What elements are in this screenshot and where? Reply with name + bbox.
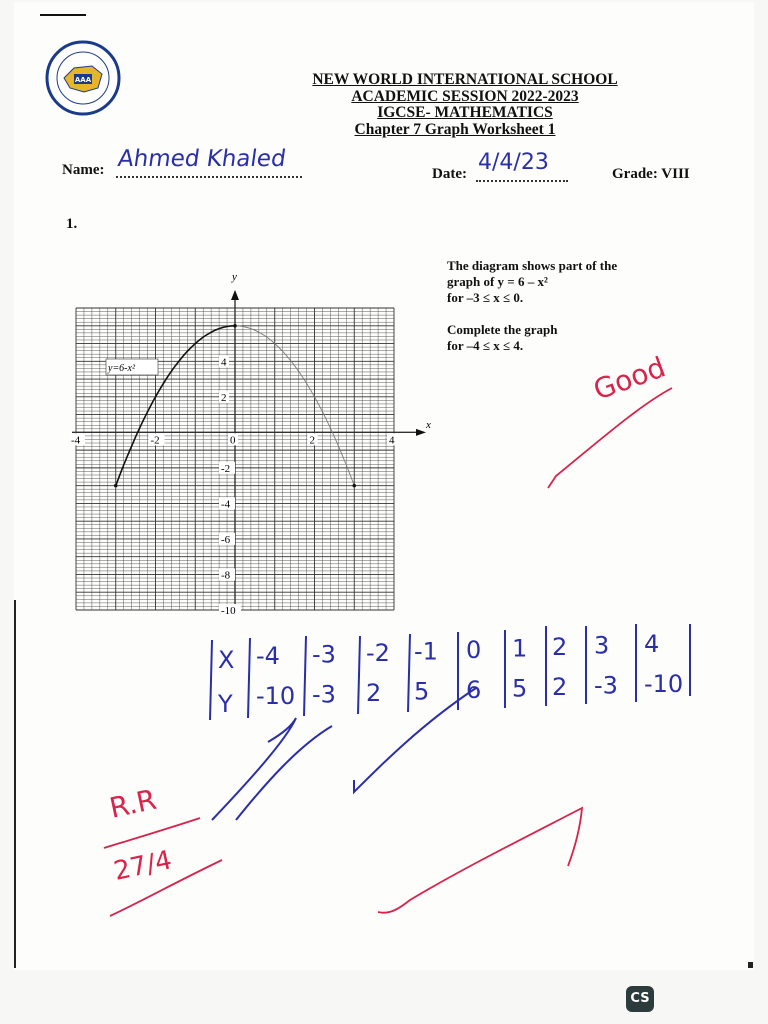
table-y-value: -3 bbox=[312, 680, 336, 709]
question-line-3: for –3 ≤ x ≤ 0. bbox=[447, 290, 524, 305]
camscanner-badge: CS bbox=[626, 986, 654, 1012]
plotted-point bbox=[114, 484, 118, 488]
svg-text:AAA: AAA bbox=[74, 76, 92, 84]
table-y-value: 5 bbox=[512, 674, 528, 703]
worksheet-header bbox=[290, 72, 640, 138]
school-logo bbox=[34, 40, 132, 116]
table-x-value: 3 bbox=[594, 631, 610, 660]
subject-title: IGCSE- MATHEMATICS bbox=[377, 104, 553, 121]
name-label: Name: bbox=[62, 162, 105, 178]
question-line-1: The diagram shows part of the bbox=[447, 258, 618, 273]
y-tick-label: 2 bbox=[221, 391, 227, 404]
question-line-5: for –4 ≤ x ≤ 4. bbox=[447, 338, 524, 353]
table-x-value: 1 bbox=[512, 634, 528, 663]
corner-mark bbox=[40, 14, 86, 16]
table-x-value: -1 bbox=[414, 637, 438, 666]
x-tick-label: 2 bbox=[309, 434, 315, 447]
table-x-label: X bbox=[218, 646, 235, 674]
bottom-right-mark bbox=[748, 962, 753, 968]
date-value[interactable]: 4/4/23 bbox=[478, 150, 549, 175]
table-y-value: 5 bbox=[414, 677, 430, 706]
reviewer-initials: R.R bbox=[106, 782, 160, 825]
table-x-value: 2 bbox=[552, 633, 568, 661]
school-name: NEW WORLD INTERNATIONAL SCHOOL bbox=[312, 71, 618, 88]
student-name[interactable]: Ahmed Khaled bbox=[116, 146, 288, 172]
table-x-value: -2 bbox=[366, 639, 390, 667]
x-tick-label: 4 bbox=[389, 434, 395, 447]
date-dotted-line bbox=[476, 180, 568, 182]
curve-label: y=6-x² bbox=[108, 363, 135, 374]
table-x-value: -3 bbox=[312, 640, 336, 669]
y-tick-label: -8 bbox=[221, 569, 231, 582]
x-tick-label: -2 bbox=[150, 434, 160, 447]
academic-session: ACADEMIC SESSION 2022-2023 bbox=[351, 87, 579, 105]
table-x-value: 4 bbox=[644, 630, 660, 658]
y-tick-label: -4 bbox=[221, 498, 231, 511]
parabola-extension bbox=[235, 326, 354, 486]
review-date: 27/4 bbox=[111, 845, 175, 887]
table-y-label: Y bbox=[218, 690, 233, 718]
y-tick-label: 4 bbox=[221, 356, 227, 369]
worksheet-title: Chapter 7 Graph Worksheet 1 bbox=[354, 120, 556, 138]
table-x-value: -4 bbox=[256, 642, 280, 670]
teacher-comment: Good bbox=[589, 350, 670, 407]
tick-labels bbox=[69, 355, 397, 617]
question-line-2: graph of y = 6 – x² bbox=[447, 274, 548, 289]
table-y-value: 6 bbox=[466, 676, 482, 704]
table-y-value: -10 bbox=[256, 682, 296, 710]
y-axis-arrow bbox=[231, 290, 239, 300]
x-tick-label: -4 bbox=[71, 434, 81, 447]
table-x-value: 0 bbox=[466, 636, 482, 664]
table-y-value: -10 bbox=[644, 670, 684, 698]
x-axis-arrow bbox=[416, 429, 426, 436]
graph-grid bbox=[60, 262, 450, 618]
plotted-point bbox=[233, 324, 237, 328]
date-label: Date: bbox=[432, 166, 467, 182]
table-y-value: 2 bbox=[366, 679, 382, 707]
table-y-value: 2 bbox=[552, 673, 568, 701]
y-axis-label: y bbox=[232, 271, 237, 283]
x-tick-label: 0 bbox=[230, 434, 236, 447]
question-line-4: Complete the graph bbox=[447, 322, 558, 337]
y-tick-label: -2 bbox=[221, 462, 231, 475]
parabola-curve bbox=[116, 326, 235, 486]
y-tick-label: -10 bbox=[221, 605, 236, 617]
table-y-value: -3 bbox=[594, 671, 618, 700]
question-text bbox=[447, 258, 667, 370]
y-tick-label: -6 bbox=[221, 533, 231, 546]
grade-label: Grade: VIII bbox=[612, 166, 690, 182]
plotted-point bbox=[352, 484, 356, 488]
left-border-line bbox=[14, 600, 16, 968]
question-number: 1. bbox=[66, 216, 78, 232]
x-axis-label: x bbox=[426, 419, 431, 431]
name-dotted-line bbox=[116, 176, 302, 178]
